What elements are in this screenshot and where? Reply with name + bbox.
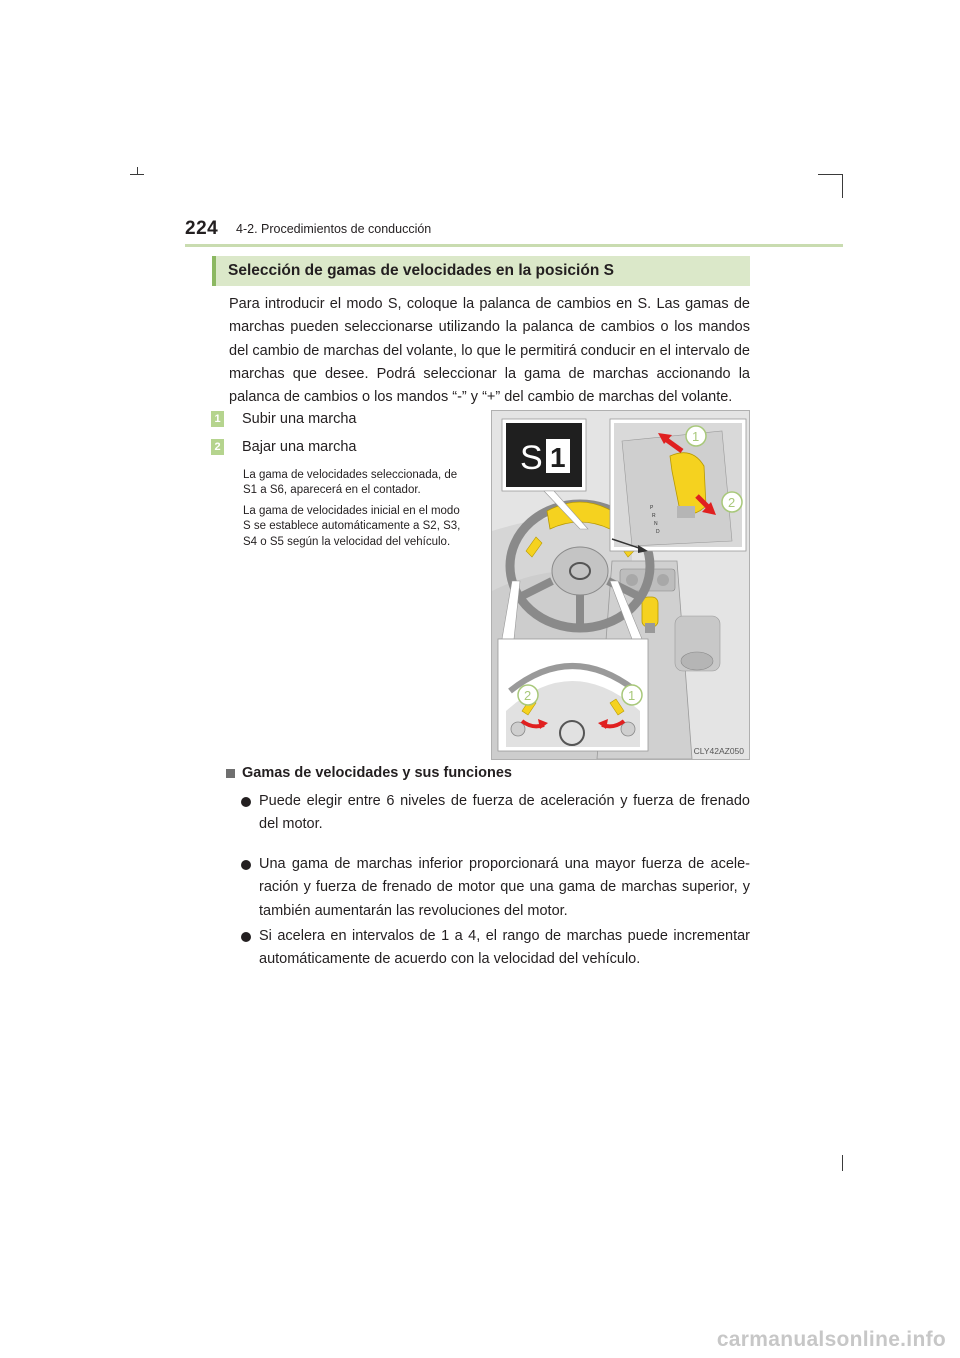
callout-1: 1 xyxy=(628,688,636,703)
svg-text:D: D xyxy=(656,529,660,535)
bullet-text: Puede elegir entre 6 niveles de fuerza de aceleración y fuerza de frenado del motor. xyxy=(259,793,750,833)
callout-1: 1 xyxy=(692,429,700,444)
step-number-badge: 1 xyxy=(211,411,224,427)
crop-mark xyxy=(818,174,842,175)
step-number-badge: 2 xyxy=(211,439,224,455)
bullet-text: Si acelera en intervalos de 1 a 4, el rango de marchas puede incrementar automáticamente de acuerdo con la velocidad del vehículo. xyxy=(259,928,750,968)
bullet-text: Una gama de marchas inferior proporcionará una mayor fuerza de acele-ración y fuerza de frenado de motor que una gama de marchas superior, y también aumentarán las revoluciones del motor. xyxy=(259,856,750,919)
shift-diagram-figure xyxy=(491,410,750,760)
section-title-bar xyxy=(212,256,750,286)
bullet-dot-icon xyxy=(241,860,251,870)
figure-code: CLY42AZ050 xyxy=(693,746,744,756)
bullet-dot-icon xyxy=(241,797,251,807)
display-digit: 1 xyxy=(550,442,566,473)
watermark: carmanualsonline.info xyxy=(716,1328,946,1351)
header-rule xyxy=(185,244,843,247)
intro-paragraph: Para introducir el modo S, coloque la palanca de cambios en S. Las gamas de marchas pueden seleccionarse utilizando la palanca de cambios o los mandos del cambio de marchas del volante, lo que le permitirá conducir en el intervalo de marchas que desee. Podrá seleccionar la gama de marchas accionando la palanca de cambios o los mandos “-” y “+” del cambio de marchas del volante. xyxy=(229,296,750,406)
section-heading: 4-2. Procedimientos de conducción xyxy=(236,222,432,236)
callout-2: 2 xyxy=(728,495,736,510)
bullet-item xyxy=(241,925,750,972)
svg-text:R: R xyxy=(652,513,656,519)
square-bullet-icon xyxy=(226,769,235,778)
page-number: 224 xyxy=(185,218,219,239)
crop-mark xyxy=(842,1155,843,1171)
display-letter: S xyxy=(520,439,543,477)
section-title: Selección de gamas de velocidades en la posición S xyxy=(228,262,614,279)
subheading xyxy=(226,765,512,781)
callout-2: 2 xyxy=(524,688,532,703)
svg-text:N: N xyxy=(654,521,658,527)
step-label: Bajar una marcha xyxy=(242,439,357,455)
subheading-text: Gamas de velocidades y sus funciones xyxy=(242,765,512,781)
bullet-item xyxy=(241,853,750,923)
bullet-item xyxy=(241,790,750,837)
bullet-dot-icon xyxy=(241,932,251,942)
svg-text:P: P xyxy=(650,505,654,511)
step-item xyxy=(211,409,356,429)
crop-mark xyxy=(842,174,843,198)
step-item xyxy=(211,437,356,457)
shift-lever-highlight xyxy=(642,597,658,627)
crop-mark xyxy=(137,167,138,174)
step-label: Subir una marcha xyxy=(242,411,357,427)
cockpit-illustration xyxy=(492,411,749,759)
note-paragraph: La gama de velocidades seleccionada, de S1 a S6, aparecerá en el contador. xyxy=(243,469,458,497)
note-paragraph: La gama de velocidades inicial en el modo S se establece automáticamente a S2, S3, S4 o S5 según la velocidad del vehículo. xyxy=(243,505,461,548)
crop-mark xyxy=(130,174,144,175)
